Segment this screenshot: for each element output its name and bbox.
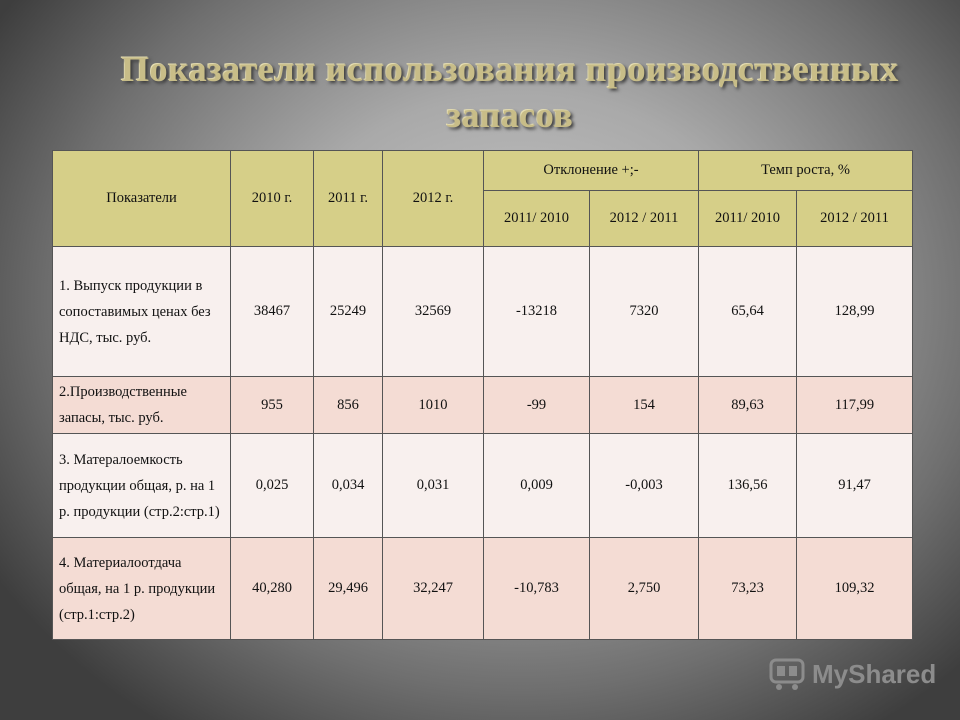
cell-growth-2011-2010: 136,56 bbox=[699, 434, 797, 538]
watermark-text: MyShared bbox=[812, 658, 937, 689]
cell-growth-2011-2010: 73,23 bbox=[699, 538, 797, 640]
cell-deviation-2012-2011: -0,003 bbox=[590, 434, 699, 538]
cell-2012: 1010 bbox=[383, 377, 484, 434]
cell-growth-2012-2011: 128,99 bbox=[797, 247, 913, 377]
slide-title bbox=[60, 46, 960, 138]
cell-growth-2012-2011: 109,32 bbox=[797, 538, 913, 640]
table-row bbox=[53, 538, 913, 640]
header-indicator: Показатели bbox=[53, 151, 231, 247]
myshared-watermark bbox=[768, 654, 936, 694]
slide-title-line2: запасов bbox=[446, 95, 574, 135]
cell-growth-2011-2010: 89,63 bbox=[699, 377, 797, 434]
cell-2011: 856 bbox=[314, 377, 383, 434]
indicators-table bbox=[52, 150, 913, 640]
cell-2012: 32569 bbox=[383, 247, 484, 377]
cell-deviation-2011-2010: -99 bbox=[484, 377, 590, 434]
header-sub-growth-2012-2011: 2012 / 2011 bbox=[797, 191, 913, 247]
cell-2010: 955 bbox=[231, 377, 314, 434]
cell-growth-2012-2011: 117,99 bbox=[797, 377, 913, 434]
header-2010: 2010 г. bbox=[231, 151, 314, 247]
cart-icon bbox=[768, 657, 806, 691]
slide-title-line1: Показатели использования производственных bbox=[121, 49, 899, 89]
cell-2010: 40,280 bbox=[231, 538, 314, 640]
row-label: 2.Производственные запасы, тыс. руб. bbox=[53, 377, 231, 434]
row-label: 4. Материалоотдача общая, на 1 р. продукции (стр.1:стр.2) bbox=[53, 538, 231, 640]
cell-deviation-2011-2010: -10,783 bbox=[484, 538, 590, 640]
cell-growth-2011-2010: 65,64 bbox=[699, 247, 797, 377]
row-label: 1. Выпуск продукции в сопоставимых ценах без НДС, тыс. руб. bbox=[53, 247, 231, 377]
cell-2011: 25249 bbox=[314, 247, 383, 377]
header-sub-deviation-2011-2010: 2011/ 2010 bbox=[484, 191, 590, 247]
cell-2011: 29,496 bbox=[314, 538, 383, 640]
cell-deviation-2012-2011: 7320 bbox=[590, 247, 699, 377]
cell-2012: 0,031 bbox=[383, 434, 484, 538]
cell-2010: 0,025 bbox=[231, 434, 314, 538]
table-row bbox=[53, 434, 913, 538]
header-sub-deviation-2012-2011: 2012 / 2011 bbox=[590, 191, 699, 247]
cell-2012: 32,247 bbox=[383, 538, 484, 640]
table-row bbox=[53, 247, 913, 377]
header-growth: Темп роста, % bbox=[699, 151, 913, 191]
cell-deviation-2012-2011: 154 bbox=[590, 377, 699, 434]
cell-2011: 0,034 bbox=[314, 434, 383, 538]
cell-deviation-2011-2010: -13218 bbox=[484, 247, 590, 377]
header-deviation: Отклонение +;- bbox=[484, 151, 699, 191]
cell-2010: 38467 bbox=[231, 247, 314, 377]
table-row bbox=[53, 377, 913, 434]
cell-growth-2012-2011: 91,47 bbox=[797, 434, 913, 538]
cell-deviation-2012-2011: 2,750 bbox=[590, 538, 699, 640]
cell-deviation-2011-2010: 0,009 bbox=[484, 434, 590, 538]
header-2011: 2011 г. bbox=[314, 151, 383, 247]
header-2012: 2012 г. bbox=[383, 151, 484, 247]
header-sub-growth-2011-2010: 2011/ 2010 bbox=[699, 191, 797, 247]
row-label: 3. Матералоемкость продукции общая, р. на 1 р. продукции (стр.2:стр.1) bbox=[53, 434, 231, 538]
